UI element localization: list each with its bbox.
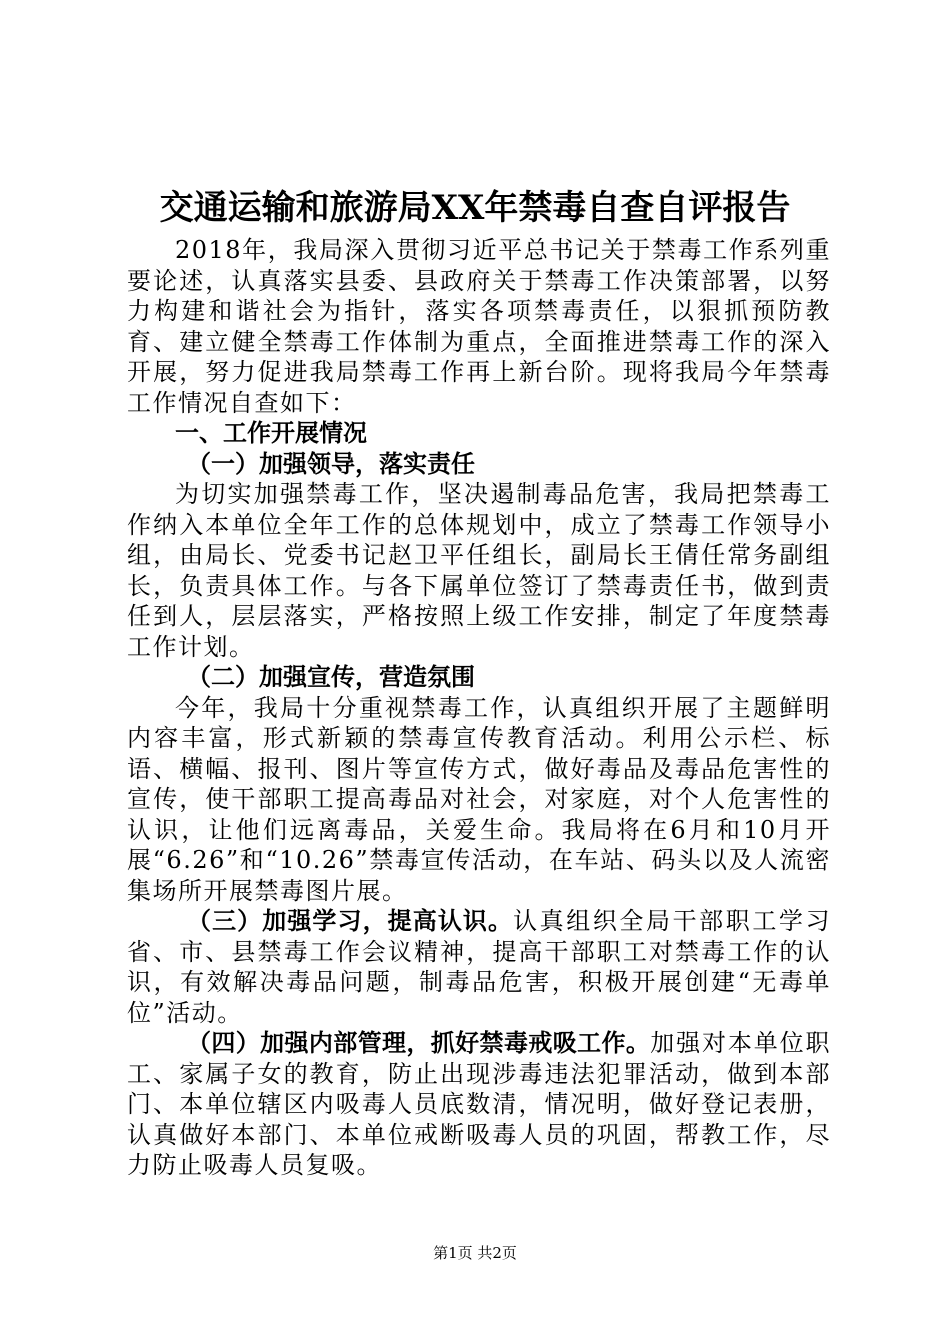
subsection-heading-publicity: （二）加强宣传，营造氛围 — [187, 663, 475, 691]
subsection-text-management: 加强对本单位职工、家属子女的教育，防止出现涉毒违法犯罪活动，做到本部门、本单位辖区内吸毒人员底数清，情况明，做好登记表册，认真做好本部门、本单位戒断吸毒人员的巩固，帮教工作，尽力防止吸毒人员复吸。 — [127, 1029, 831, 1179]
subsection-heading-study: （三）加强学习，提高认识。 — [187, 907, 514, 935]
section-heading-work-progress: 一、工作开展情况 — [175, 419, 367, 447]
subsection-heading-leadership: （一）加强领导，落实责任 — [187, 449, 475, 478]
subsection-text-leadership: 为切实加强禁毒工作，坚决遏制毒品危害，我局把禁毒工作纳入本单位全年工作的总体规划中，成立了禁毒工作领导小组，由局长、党委书记赵卫平任组长，副局长王倩任常务副组长，负责具体工作。与各下属单位签订了禁毒责任书，做到责任到人，层层落实，严格按照上级工作安排，制定了年度禁毒工作计划。 — [127, 480, 831, 661]
subsection-heading-management: （四）加强内部管理，抓好禁毒戒吸工作。 — [187, 1029, 651, 1057]
subsection-text-study: 认真组织全局干部职工学习省、市、县禁毒工作会议精神，提高干部职工对禁毒工作的认识，有效解决毒品问题，制毒品危害，积极开展创建“无毒单位”活动。 — [127, 907, 832, 1027]
document-title: 交通运输和旅游局XX年禁毒自查自评报告 — [159, 188, 791, 228]
subsection-text-publicity: 今年，我局十分重视禁毒工作，认真组织开展了主题鲜明内容丰富，形式新颖的禁毒宣传教育活动。利用公示栏、标语、横幅、报刊、图片等宣传方式，做好毒品及毒品危害性的宣传，使干部职工提高毒品对社会，对家庭，对个人危害性的认识，让他们远离毒品，关爱生命。我局将在6月和10月开展“6.26”和“10.26”禁毒宣传活动，在车站、码头以及人流密集场所开展禁毒图片展。 — [127, 693, 831, 905]
subsection-management-paragraph — [127, 1028, 831, 1181]
document-body — [127, 235, 831, 1181]
intro-paragraph: 2018年，我局深入贯彻习近平总书记关于禁毒工作系列重要论述，认真落实县委、县政府关于禁毒工作决策部署，以努力构建和谐社会为指针，落实各项禁毒责任，以狠抓预防教育、建立健全禁毒工作体制为重点，全面推进禁毒工作的深入开展，努力促进我局禁毒工作再上新台阶。现将我局今年禁毒工作情况自查如下： — [127, 236, 831, 417]
page-footer: 第1页 共2页 — [433, 1244, 517, 1262]
subsection-study-paragraph — [127, 906, 831, 1028]
